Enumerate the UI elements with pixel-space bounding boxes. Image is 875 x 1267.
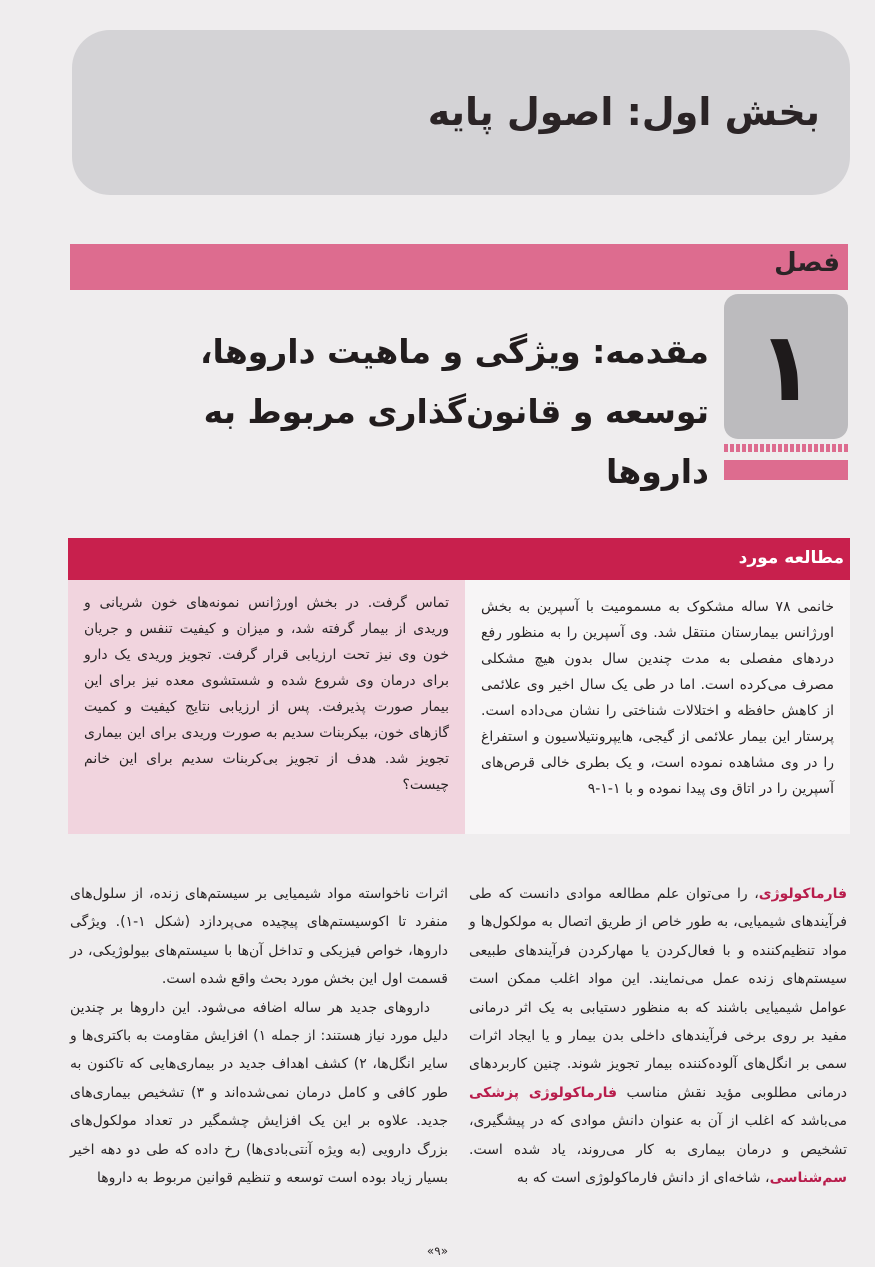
body-column-left bbox=[70, 880, 448, 1192]
case-study-label: مطالعه مورد bbox=[738, 548, 844, 568]
body-paragraph: فارماکولوژی، را می‌توان علم مطالعه موادی دانست که طی فرآیندهای شیمیایی، به طور خاص از طریق اتصال به مولکول‌ها و مواد تنظیم‌کننده و با فعال‌کردن یا مهارکردن فرآیندهای طبیعی سیستم‌های زنده عمل می‌نمایند. این مواد اغلب ممکن است عوامل شیمیایی باشند که به منظور دستیابی به یک اثر درمانی مفید بر روی برخی فرآیندهای داخلی بدن بیمار و یا ایجاد اثرات سمی بر انگل‌های آلوده‌کننده بیمار تجویز شوند. چنین کاربردهای درمانی مطلوبی مؤید نقش مناسب فارماکولوژی پزشکی می‌باشد که اغلب از آن به عنوان دانش موادی که در پیشگیری، تشخیص و درمان بیماری به کار می‌روند، یاد شده است. سم‌شناسی، شاخه‌ای از دانش فارماکولوژی است که به bbox=[469, 886, 847, 1187]
case-study-box bbox=[68, 580, 850, 834]
part-banner bbox=[72, 30, 850, 195]
keyword-medical-pharmacology: فارماکولوژی پزشکی bbox=[469, 1084, 618, 1101]
chapter-number-solid-rule bbox=[724, 460, 848, 480]
case-study-text-right: خانمی ۷۸ ساله مشکوک به مسمومیت با آسپرین به بخش اورژانس بیمارستان منتقل شد. وی آسپرین را به منظور رفع دردهای مفصلی به مدت چندین سال بدون هیچ مشکلی مصرف می‌کرده است. اما در طی یک سال اخیر وی علائمی از کاهش حافظه و اختلالات شناختی را نشان می‌داده است. پرستار این بیمار علائمی از گیجی، هایپرونتیلاسیون و استفراغ را در وی مشاهده نموده است، و یک بطری خالی قرص‌های آسپرین را در اتاق وی پیدا نموده و با ۱-۱-۹ bbox=[465, 580, 850, 834]
case-study-header bbox=[68, 538, 850, 580]
chapter-bar bbox=[70, 244, 848, 290]
body-column-right bbox=[469, 880, 847, 1192]
chapter-title bbox=[149, 322, 709, 502]
body-paragraph: اثرات ناخواسته مواد شیمیایی بر سیستم‌های زنده، از سلول‌های منفرد تا اکوسیستم‌های پیچیده می‌پردازد (شکل ۱-۱). ویژگی داروها، خواص فیزیکی و تداخل آن‌ها با سیستم‌های بیولوژیکی، در قسمت اول این بخش مورد بحث واقع شده است. bbox=[70, 886, 448, 988]
body-paragraph: داروهای جدید هر ساله اضافه می‌شود. این داروها بر چندین دلیل مورد نیاز هستند: از جمله ۱) افزایش مقاومت به باکتری‌ها و سایر انگل‌ها، ۲) کشف اهداف جدید در بیماری‌هایی که تاکنون به طور کافی و کامل درمان نمی‌شده‌اند و ۳) تشخیص بیماری‌های جدید. علاوه بر این یک افزایش چشمگیر در تعداد مولکول‌های بزرگ دارویی (به ویژه آنتی‌بادی‌ها) رخ داده که طی دو دهه اخیر بسیار زیاد بوده است توسعه و تنظیم قوانین مربوط به داروها bbox=[70, 999, 448, 1187]
chapter-title-line-1: مقدمه: ویژگی و ماهیت داروها، bbox=[199, 332, 709, 371]
chapter-number-dashed-rule bbox=[724, 444, 848, 452]
keyword-toxicology: سم‌شناسی bbox=[769, 1170, 847, 1187]
page-number: «۹» bbox=[426, 1244, 449, 1258]
keyword-pharmacology: فارماکولوژی bbox=[758, 886, 847, 902]
chapter-number: ۱ bbox=[756, 310, 816, 423]
chapter-number-box bbox=[724, 294, 848, 439]
part-title: بخش اول: اصول پایه bbox=[427, 90, 820, 134]
chapter-title-line-2: توسعه و قانون‌گذاری مربوط به داروها bbox=[203, 392, 709, 491]
case-study-text-left: تماس گرفت. در بخش اورژانس نمونه‌های خون شریانی و وریدی از بیمار گرفته شد، و میزان و کیفیت تنفس و جریان خون وی نیز تحت ارزیابی قرار گرفت. تجویز وریدی یک دارو برای درمان وی شروع شده و شستشوی معده نیز برای این بیمار صورت پذیرفت. پس از ارزیابی نتایج کیفیت و کمیت گازهای خون، بیکربنات سدیم به صورت وریدی برای این بیماری تجویز شد. هدف از تجویز بی‌کربنات سدیم برای این خانم چیست؟ bbox=[68, 580, 465, 834]
chapter-word: فصل bbox=[774, 248, 840, 278]
